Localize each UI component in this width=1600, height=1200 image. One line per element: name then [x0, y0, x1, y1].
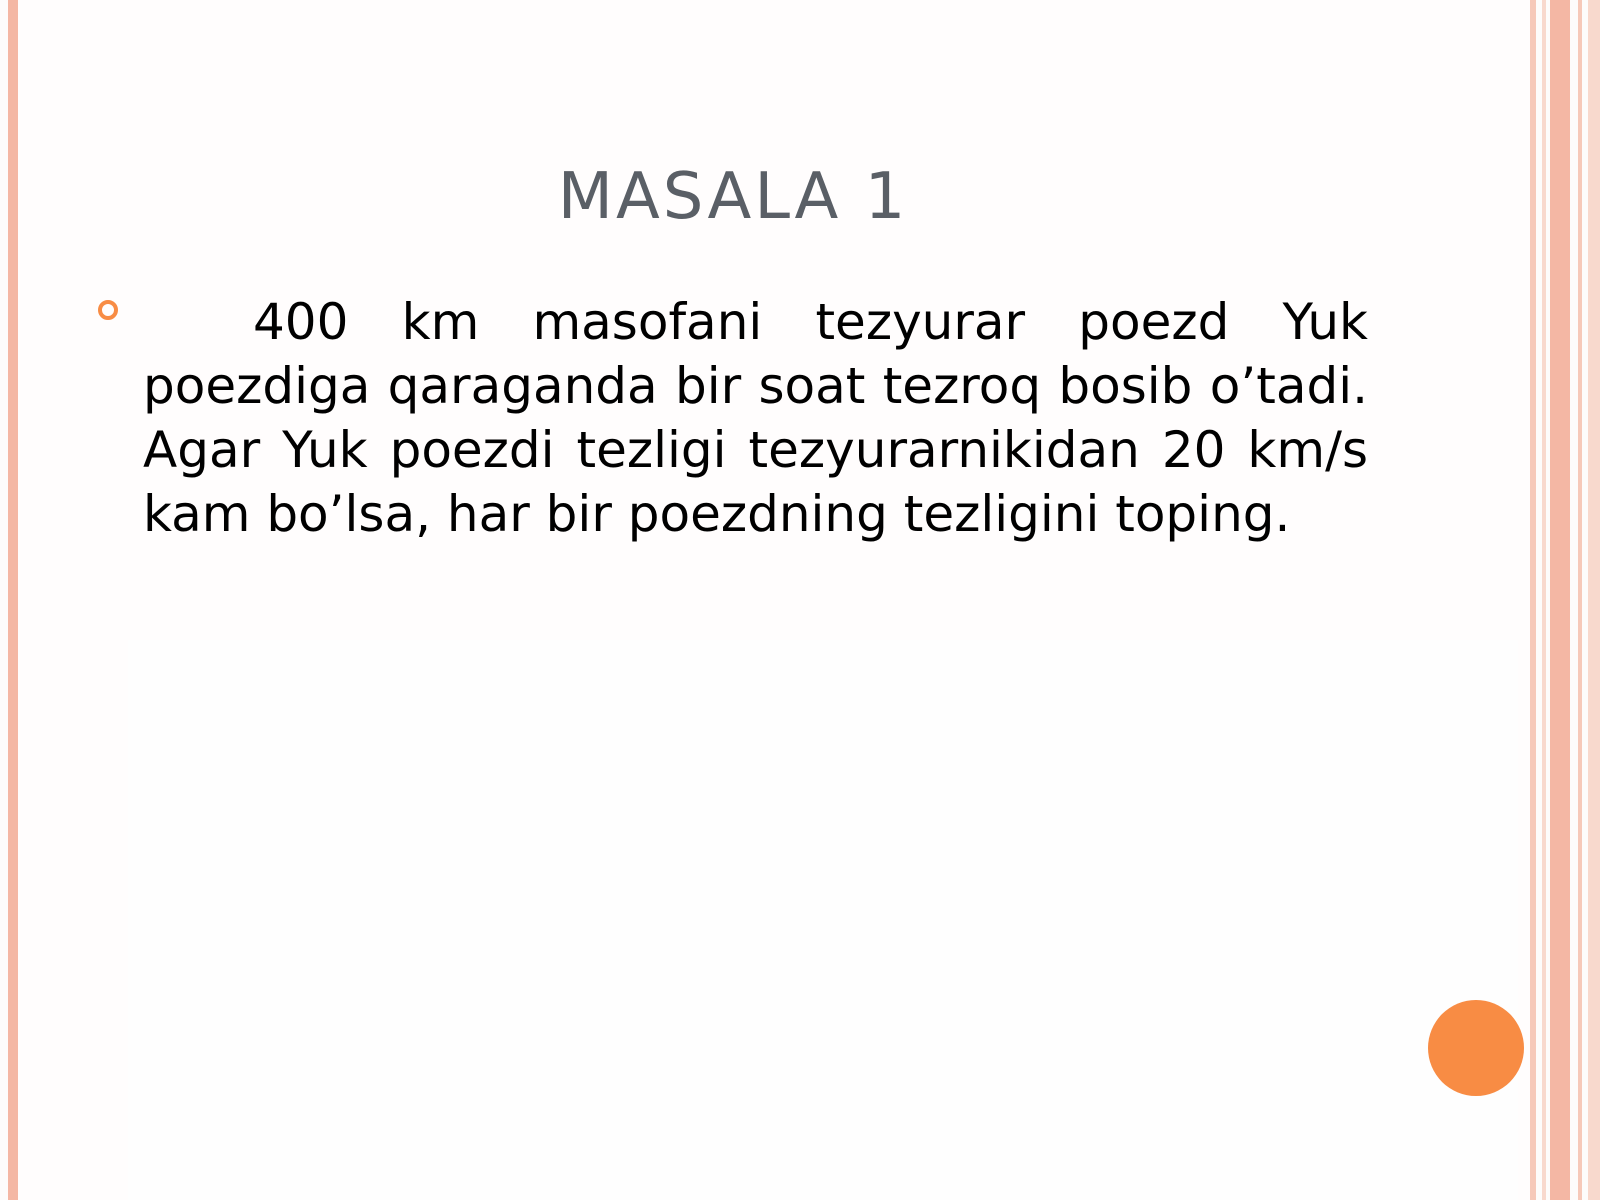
right-border-stripe	[1530, 0, 1536, 1200]
bullet-text: 400 km masofani tezyurar poezd Yuk poezdiga qaraganda bir soat tezroq bosib o’tadi. Agar Yuk poezdi tezligi tezyurarnikidan 20 km/s kam bo’lsa, har bir poezdning tezligini toping.	[143, 293, 1368, 543]
right-border-stripe	[1550, 0, 1570, 1200]
ring-bullet-icon	[98, 300, 118, 320]
content-area	[128, 640, 1518, 1200]
right-border-stripe	[1578, 0, 1582, 1200]
slide-title: MASALA 1	[557, 160, 909, 234]
orange-circle-icon	[1428, 1000, 1524, 1096]
right-border-stripe	[1588, 0, 1600, 1200]
right-border-stripe	[1542, 0, 1546, 1200]
